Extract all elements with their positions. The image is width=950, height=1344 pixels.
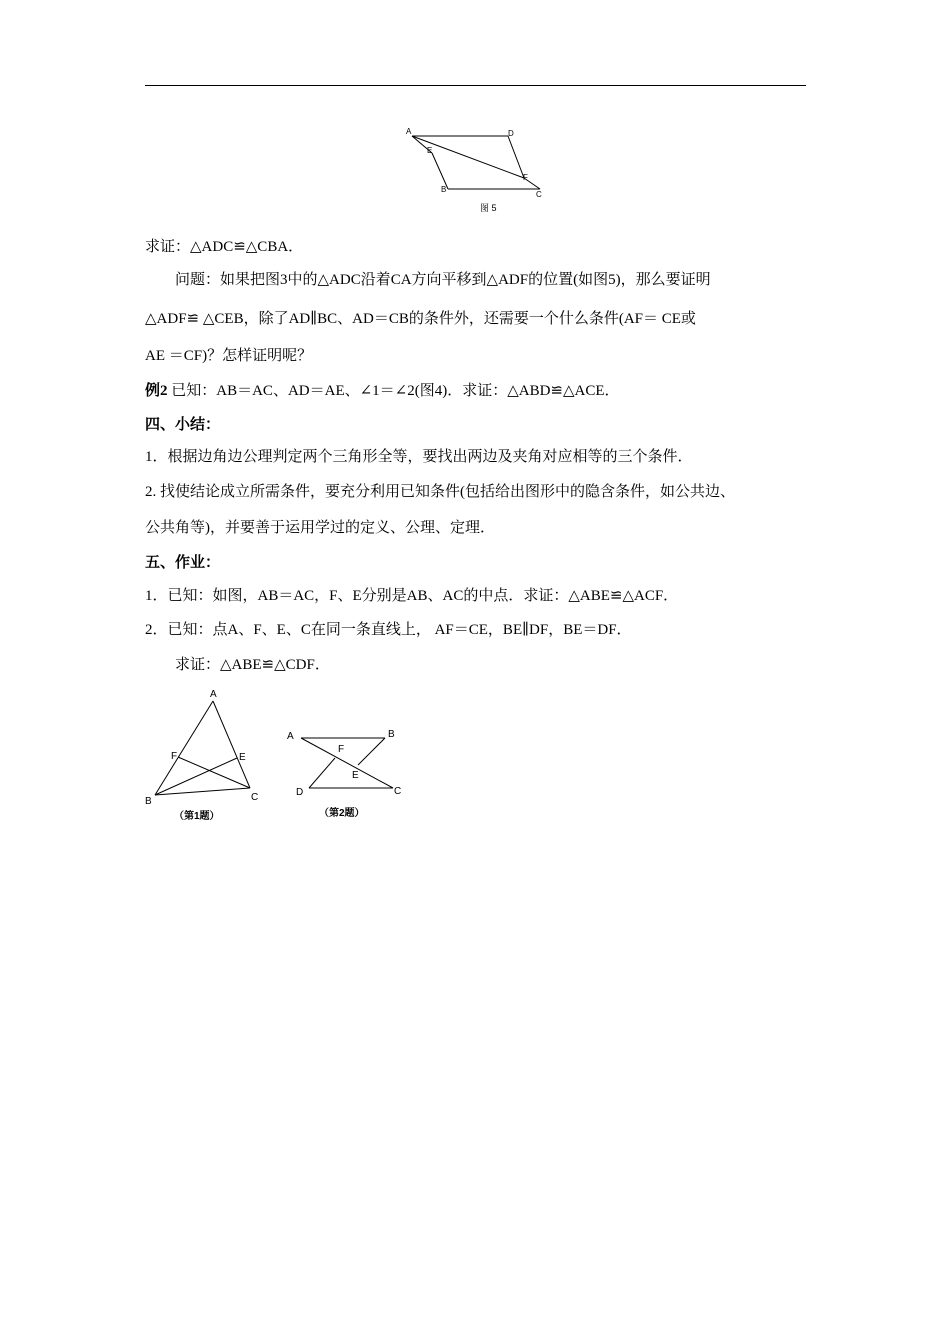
fig5-caption: 图 5	[480, 203, 497, 213]
fig5-line-eb	[432, 153, 448, 189]
hw1-label-e: E	[239, 752, 246, 763]
summary-item-2b: 公共角等)，并要善于运用学过的定义、公理、定理．	[145, 520, 495, 536]
hw2-line-ac	[301, 738, 393, 788]
hw1-caption: （第1题）	[174, 811, 220, 822]
question-line-3: AE ＝CF)？怎样证明呢？	[145, 348, 313, 364]
fig5-label-e: E	[427, 146, 433, 155]
hw1-label-a: A	[210, 689, 217, 700]
homework-item-2: 2．已知：点A、F、E、C在同一条直线上， AF＝CE，BE∥DF，BE＝DF．	[145, 622, 632, 638]
hw2-caption: （第2题）	[319, 808, 365, 819]
fig5-label-d: D	[508, 129, 514, 138]
hw2-label-d: D	[296, 787, 304, 798]
fig5-line-af	[412, 136, 524, 178]
prove-line-1: 求证：△ADC≌△CBA．	[145, 239, 304, 255]
header-rule	[145, 85, 806, 86]
figure-5-svg	[400, 122, 560, 218]
figure-5	[400, 122, 560, 218]
homework-item-2-prove: 求证：△ABE≌△CDF．	[175, 657, 330, 673]
hw1-label-c: C	[251, 792, 259, 803]
question-line-1: 问题：如果把图3中的△ADC沿着CA方向平移到△ADF的位置(如图5)，那么要证明	[175, 272, 711, 288]
figure-homework-2	[285, 722, 410, 822]
fig5-label-f: F	[523, 173, 528, 182]
fig5-line-db	[508, 136, 524, 178]
hw2-label-a: A	[287, 731, 294, 742]
hw2-label-f: F	[338, 744, 345, 755]
hw2-label-e: E	[352, 770, 359, 781]
fig5-label-c: C	[536, 190, 542, 199]
hw1-label-b: B	[145, 796, 152, 807]
homework-item-1: 1．已知：如图，AB＝AC，F、E分别是AB、AC的中点．求证：△ABE≌△ACF．	[145, 588, 679, 604]
figure-homework-2-svg	[285, 722, 410, 822]
section-4-title: 四、小结：	[145, 417, 221, 433]
hw2-line-df	[309, 758, 335, 788]
hw1-line-ab	[155, 701, 213, 795]
example-2-text: 已知：AB＝AC、AD＝AE、∠1＝∠2(图4)．求证：△ABD≌△ACE．	[167, 383, 620, 399]
summary-item-2a: 2. 找使结论成立所需条件，要充分利用已知条件(包括给出图形中的隐含条件，如公共边、	[145, 484, 735, 500]
hw2-label-b: B	[388, 729, 395, 740]
hw2-line-be	[358, 738, 385, 765]
figure-homework-1-svg	[140, 685, 270, 825]
example-2-line	[145, 381, 620, 401]
fig5-label-b: B	[441, 185, 447, 194]
hw2-label-c: C	[394, 786, 402, 797]
question-line-2: △ADF≌ △CEB，除了AD∥BC、AD＝CB的条件外，还需要一个什么条件(AF＝ CE或	[145, 311, 696, 327]
example-2-label: 例2	[145, 383, 168, 399]
hw1-label-f: F	[171, 751, 178, 762]
figure-homework-1	[140, 685, 270, 825]
section-5-title: 五、作业：	[145, 555, 221, 571]
summary-item-1: 1．根据边角边公理判定两个三角形全等，要找出两边及夹角对应相等的三个条件．	[145, 449, 693, 465]
fig5-label-a: A	[406, 127, 412, 136]
